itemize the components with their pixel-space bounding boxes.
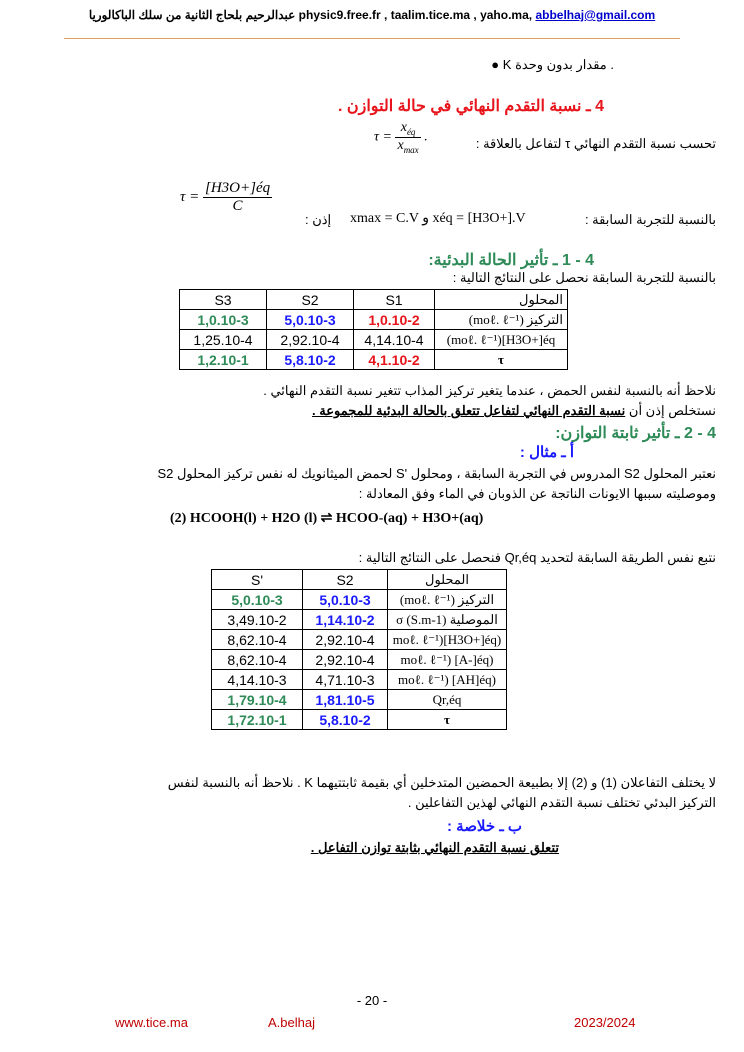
section4-title: 4 ـ نسبة التقدم النهائي في حالة التوازن . [337, 98, 604, 115]
tau-fraction [395, 120, 420, 155]
example-title: أ ـ مثال : [519, 444, 574, 461]
table2-label-cell: التركيز (moℓ. ℓ⁻¹) [388, 590, 507, 610]
header-email-link[interactable]: abbelhaj@gmail.com [535, 8, 656, 22]
table1-cell: 2,92.10-4 [267, 330, 354, 350]
table2-label-cell: الموصلية σ (S.m-1) [388, 610, 507, 630]
table2-label-cell: Qr,éq [388, 690, 507, 710]
prev-exp-text: بالنسبة للتجربة السابقة : [584, 212, 716, 227]
note2-line2: التركيز البدئي تختلف نسبة التقدم النهائي لهذين التفاعلين . [407, 795, 716, 810]
table1-label-cell: τ [435, 350, 568, 370]
table-row [212, 670, 507, 690]
tau-formula [374, 120, 428, 155]
example-p2: وموصليته سببها الايونات الناتجة عن الذوبان في الماء وفق المعادلة : [358, 486, 716, 501]
tau-h3o-num: [H3O+]éq [205, 180, 271, 196]
note2-line1: لا يختلف التفاعلان (1) و (2) إلا بطبيعة الحمضين المتدخلين أي بقيمة ثابتتيهما K . نلاحظ أنه بالنسبة لنفس [167, 775, 716, 790]
table-row [212, 650, 507, 670]
table2-label-cell: moℓ. ℓ⁻¹)[H3O+]éq) [388, 630, 507, 650]
tau-dot: . [424, 129, 428, 145]
table2-cell: 1,81.10-5 [303, 690, 388, 710]
conclusion1-bold: نسبة التقدم النهائي لتفاعل تتعلق بالحالة البدئية للمجموعة . [312, 403, 626, 418]
table-row [212, 710, 507, 730]
footer-author: A.belhaj [268, 1015, 315, 1030]
table2-label-cell: moℓ. ℓ⁻¹) [A-]éq) [388, 650, 507, 670]
page-number: - 20 - [356, 993, 388, 1008]
table1-cell: 5,8.10-2 [267, 350, 354, 370]
example-p1: نعتبر المحلول S2 المدروس في التجربة السابقة ، ومحلول 'S لحمض الميثانويك له نفس تركيز المحلول S2 [157, 466, 716, 481]
reaction-equation: (2) HCOOH(l) + H2O (l) ⇌ HCOO-(aq) + H3O+(aq) [170, 511, 484, 526]
table2-label-cell: moℓ. ℓ⁻¹) [AH]éq) [388, 670, 507, 690]
table-row [180, 330, 568, 350]
table2-cell: 2,92.10-4 [303, 630, 388, 650]
table2-cell: 5,0.10-3 [303, 590, 388, 610]
table2-header-cell: S' [212, 570, 303, 590]
table1-cell: 1,25.10-4 [180, 330, 267, 350]
table1-cell: 1,2.10-1 [180, 350, 267, 370]
table2-header-cell: S2 [303, 570, 388, 590]
x-eq: x [400, 120, 407, 135]
bullet-k [491, 57, 614, 73]
table2-cell: 2,92.10-4 [303, 650, 388, 670]
table1-header-cell: S3 [180, 290, 267, 310]
table2-header-cell: المحلول [388, 570, 507, 590]
table-row [212, 590, 507, 610]
table-row [212, 690, 507, 710]
table1 [179, 289, 568, 370]
header-divider [64, 38, 680, 39]
conclusion1 [312, 403, 716, 419]
footer-site: www.tice.ma [115, 1015, 188, 1030]
tau-definition-text: تحسب نسبة التقدم النهائي τ لتفاعل بالعلاقة : [475, 136, 716, 151]
table2-cell: 5,8.10-2 [303, 710, 388, 730]
sub42-title: 4 - 2 ـ تأثير ثابتة التوازن: [555, 425, 716, 442]
table1-label-cell: (moℓ. ℓ⁻¹)[H3O+]éq [435, 330, 568, 350]
table1-header-cell: S2 [267, 290, 354, 310]
summary-title: ب ـ خلاصة : [446, 818, 522, 835]
k-symbol: K [502, 57, 512, 72]
table2-cell: 3,49.10-2 [212, 610, 303, 630]
tau-lhs: τ = [374, 129, 392, 145]
page-header [0, 8, 744, 22]
table2-cell: 5,0.10-3 [212, 590, 303, 610]
tau-lhs-2: τ = [180, 188, 200, 205]
table1-cell: 4,1.10-2 [354, 350, 435, 370]
bullet-dot-icon: ● [491, 57, 500, 72]
table2-cell: 1,72.10-1 [212, 710, 303, 730]
header-author: عبدالرحيم بلحاج الثانية من سلك الباكالوريا [88, 8, 296, 22]
table-row [180, 310, 568, 330]
table2-cell: 8,62.10-4 [212, 650, 303, 670]
table1-header-row [180, 290, 568, 310]
bullet-k-text: مقدار بدون وحدة . [515, 57, 614, 72]
x-max: x [397, 137, 404, 153]
table2-intro: نتبع نفس الطريقة السابقة لتحديد Qr,éq فنحصل على النتائج التالية : [358, 550, 716, 565]
table1-header-cell: المحلول [435, 290, 568, 310]
table1-cell: 1,0.10-3 [180, 310, 267, 330]
prev-exp-eq: xmax = C.V و xéq = [H3O+].V [350, 211, 526, 226]
table2-cell: 8,62.10-4 [212, 630, 303, 650]
table1-header-cell: S1 [354, 290, 435, 310]
summary-text: تتعلق نسبة التقدم النهائي بثابتة توازن التفاعل . [310, 840, 559, 855]
x-max-sub: max [403, 144, 419, 155]
table2-cell: 4,14.10-3 [212, 670, 303, 690]
table-row [180, 350, 568, 370]
x-eq-sub: éq [406, 126, 416, 137]
table2-label-cell: τ [388, 710, 507, 730]
table-row [212, 630, 507, 650]
sub41-intro: بالنسبة للتجربة السابقة نحصل على النتائج التالية : [452, 270, 716, 285]
table2-cell: 1,14.10-2 [303, 610, 388, 630]
table1-label-cell: التركيز (moℓ. ℓ⁻¹) [435, 310, 568, 330]
tau-h3o-den: C [232, 198, 243, 214]
table2-cell: 4,71.10-3 [303, 670, 388, 690]
sub41-title: 4 - 1 ـ تأثير الحالة البدئية: [428, 252, 594, 269]
table-row [212, 610, 507, 630]
table1-cell: 4,14.10-4 [354, 330, 435, 350]
tau-h3o-formula [180, 180, 272, 215]
header-sites: physic9.free.fr , taalim.tice.ma , yaho.ma, [298, 8, 533, 22]
table1-cell: 5,0.10-3 [267, 310, 354, 330]
conclusion1-prefix: نستخلص إذن أن [628, 403, 716, 418]
table2-cell: 1,79.10-4 [212, 690, 303, 710]
table1-cell: 1,0.10-2 [354, 310, 435, 330]
table2 [211, 569, 507, 730]
tau-h3o-fraction [203, 180, 272, 215]
footer-year: 2023/2024 [574, 1015, 636, 1030]
prev-exp-then: إذن : [305, 212, 332, 227]
table2-header-row [212, 570, 507, 590]
note1: نلاحظ أنه بالنسبة لنفس الحمض ، عندما يتغير تركيز المذاب تتغير نسبة التقدم النهائي . [263, 383, 716, 398]
